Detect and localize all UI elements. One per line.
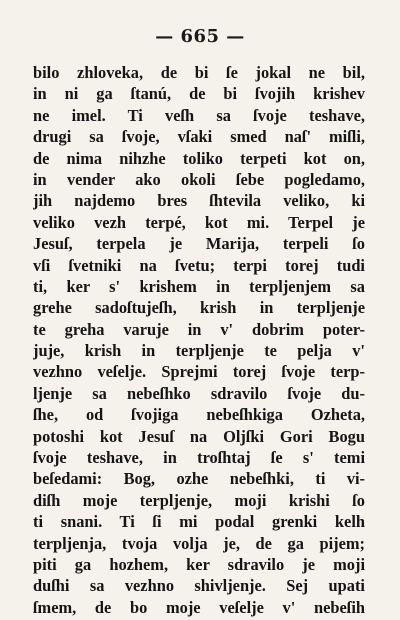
text-line: potoshi kot Jesuſ na Oljſki Gori Bogu: [33, 426, 365, 446]
text-line: drugi sa ſvoje, vſaki smed naſ' miſli,: [33, 127, 365, 147]
text-line: vezhno veſelje. Sprejmi torej ſvoje terp-: [33, 362, 365, 382]
text-line: ljenje sa nebeſhko sdravilo ſvoje du-: [33, 383, 365, 403]
text-line: jih najdemo bres ſhtevila veliko, ki: [33, 191, 365, 211]
text-line: terpljenja, tvoja volja je, de ga pijem;: [33, 533, 365, 553]
text-line: te greha varuje in v' dobrim poter-: [33, 319, 365, 339]
text-line: ne imel. Ti veſh sa ſvoje teshave,: [33, 105, 365, 125]
text-line: ſmem, de bo moje veſelje v' nebeſih: [33, 597, 365, 617]
text-line: de nima nihzhe toliko terpeti kot on,: [33, 148, 365, 168]
text-line: bilo zhloveka, de bi ſe jokal ne bil,: [33, 63, 365, 82]
text-line: ti, ker s' krishem in terpljenjem sa: [33, 276, 365, 296]
text-line: juje, krish in terpljenje te pelja v': [33, 341, 365, 361]
page-number: — 665 —: [155, 26, 245, 47]
text-line: veliko vezh terpé, kot mi. Terpel je: [33, 212, 365, 232]
text-line: vſi ſvetniki na ſvetu; terpi torej tudi: [33, 255, 365, 275]
text-line: in vender ako okoli ſebe pogledamo,: [33, 169, 365, 189]
text-line: ti snani. Ti ſi mi podal grenki kelh: [33, 512, 365, 532]
text-line: piti ga hozhem, ker sdravilo je moji: [33, 554, 365, 574]
text-line: ſhe, od ſvojiga nebeſhkiga Ozheta,: [33, 405, 365, 425]
text-line: diſh moje terpljenje, moji krishi ſo: [33, 490, 365, 510]
body-text: [33, 62, 365, 618]
text-line: duſhi sa vezhno shivljenje. Sej upati: [33, 576, 365, 596]
text-line: ſvoje teshave, in troſhtaj ſe s' temi: [33, 448, 365, 468]
text-line: Jesuſ, terpela je Marija, terpeli ſo: [33, 234, 365, 254]
text-line: in ni ga ſtanú, de bi ſvojih krishev: [33, 84, 365, 104]
text-line: grehe sadoſtujeſh, krish in terpljenje: [33, 298, 365, 318]
text-line: beſedami: Bog, ozhe nebeſhki, ti vi-: [33, 469, 365, 489]
